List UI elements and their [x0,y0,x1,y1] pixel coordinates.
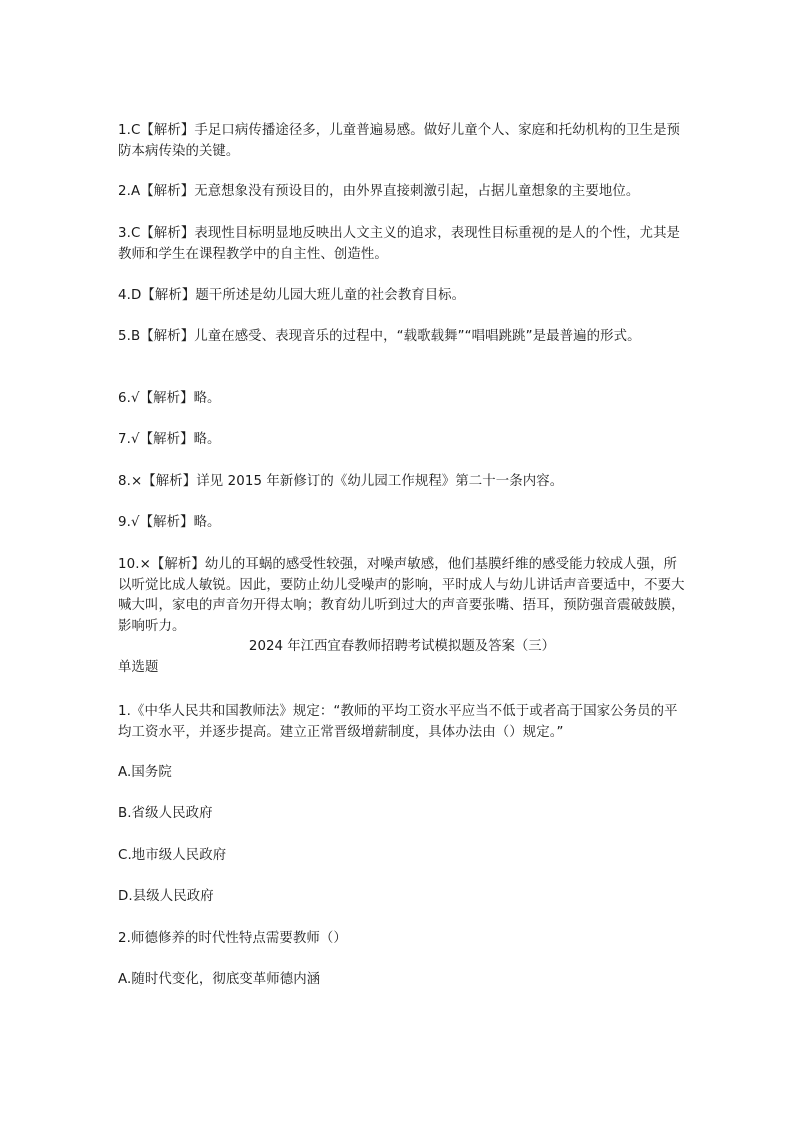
answer-1: 1.C【解析】手足口病传播途径多，儿童普遍易感。做好儿童个人、家庭和托幼机构的卫生是预防本病传染的关键。 [118,123,681,159]
answer-4: 4.D【解析】题干所述是幼儿园大班儿童的社会教育目标。 [118,288,466,303]
question-1-option-d: D.县级人民政府 [118,889,214,904]
question-2-stem: 2.师德修养的时代性特点需要教师（） [118,931,347,946]
question-1-option-a: A.国务院 [118,765,172,780]
section-label: 单选题 [118,660,159,675]
answer-10: 10.×【解析】幼儿的耳蜗的感受性较强，对噪声敏感，他们基膜纤维的感受能力较成人强，所以听觉比成人敏锐。因此，要防止幼儿受噪声的影响，平时成人与幼儿讲话声音要适中，不要大喊大叫，家电的声音勿开得太响；教育幼儿听到过大的声音要张嘴、捂耳，预防强音震破鼓膜，影响听力。 [118,557,685,634]
question-1-option-b: B.省级人民政府 [118,806,213,821]
answer-9: 9.√【解析】略。 [118,515,221,530]
answer-6: 6.√【解析】略。 [118,391,221,406]
section-title: 2024 年江西宜春教师招聘考试模拟题及答案（三） [248,639,556,654]
answer-7: 7.√【解析】略。 [118,432,221,447]
answer-5: 5.B【解析】儿童在感受、表现音乐的过程中，“载歌载舞”“唱唱跳跳”是最普遍的形式。 [118,329,641,344]
answer-2: 2.A【解析】无意想象没有预设目的，由外界直接刺激引起，占据儿童想象的主要地位。 [118,184,640,199]
answer-8: 8.×【解析】详见 2015 年新修订的《幼儿园工作规程》第二十一条内容。 [118,474,564,489]
question-1-option-c: C.地市级人民政府 [118,848,227,863]
answer-3: 3.C【解析】表现性目标明显地反映出人文主义的追求，表现性目标重视的是人的个性，尤其是教师和学生在课程教学中的自主性、创造性。 [118,226,681,262]
question-1-stem: 1.《中华人民共和国教师法》规定：“教师的平均工资水平应当不低于或者高于国家公务员的平均工资水平，并逐步提高。建立正常晋级增薪制度，具体办法由（）规定。” [118,704,678,740]
question-2-option-a: A.随时代变化，彻底变革师德内涵 [118,972,321,987]
